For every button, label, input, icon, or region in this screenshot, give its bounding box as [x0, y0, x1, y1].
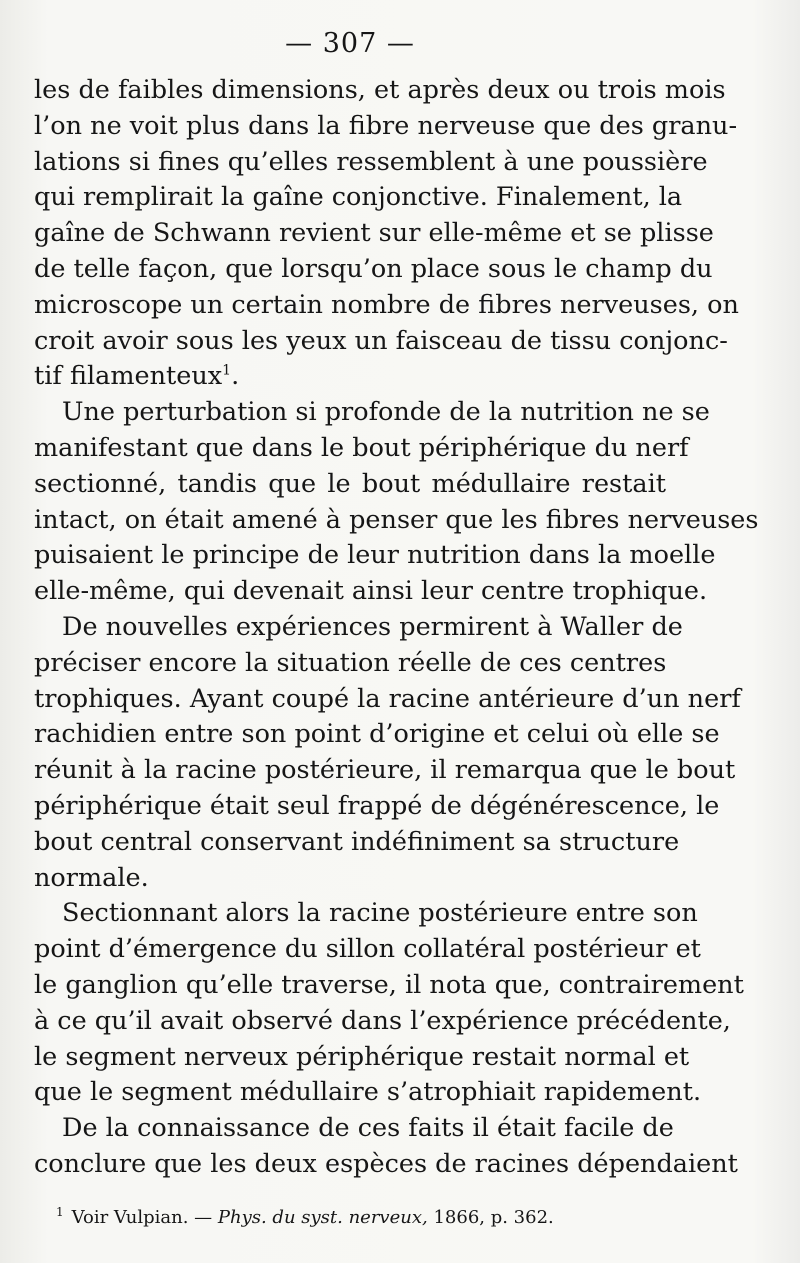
footnote-reference[interactable]: 1 [222, 362, 232, 379]
text-line: gaîne de Schwann revient sur elle-même et se plisse [34, 218, 714, 249]
text-line: préciser encore la situation réelle de ces centres [34, 647, 667, 678]
text-line: rachidien entre son point d’origine et celui où elle se [34, 719, 720, 750]
text-line: microscope un certain nombre de fibres nerveuses, on [34, 289, 739, 320]
text-line: périphérique était seul frappé de dégénérescence, le [34, 790, 720, 821]
text-line: Sectionnant alors la racine postérieure entre son [62, 898, 698, 929]
text-line: de telle façon, que lorsqu’on place sous le champ du [34, 253, 713, 284]
text-line: l’on ne voit plus dans la fibre nerveuse que des granu- [34, 110, 738, 141]
text-line: bout central conservant indéfiniment sa structure [34, 826, 680, 857]
text-line: le segment nerveux périphérique restait normal et [34, 1041, 690, 1072]
text-line: elle-même, qui devenait ainsi leur centre trophique. [34, 576, 708, 607]
paragraph [34, 1111, 738, 1183]
text-line: que le segment médullaire s’atrophiait rapidement. [34, 1077, 702, 1108]
text-line: manifestant que dans le bout périphérique du nerf [34, 432, 689, 463]
text-line: les de faibles dimensions, et après deux ou trois mois [34, 75, 726, 105]
footnote-author: Voir Vulpian. — [71, 1207, 218, 1228]
footnote [56, 1205, 554, 1228]
paragraph [34, 73, 739, 395]
text-line: à ce qu’il avait observé dans l’expérience précédente, [34, 1005, 731, 1036]
text-line: qui remplirait la gaîne conjonctive. Finalement, la [34, 182, 683, 213]
text-line: le ganglion qu’elle traverse, il nota que, contrairement [34, 969, 744, 1000]
text-line: tif filamenteux [34, 361, 223, 392]
body-text [34, 73, 759, 1183]
text-line: normale. [34, 862, 149, 893]
footnote-mark: 1 [56, 1205, 64, 1219]
paragraph [34, 610, 741, 896]
page-number: — 307 — [285, 28, 415, 59]
text-line: intact, on était amené à penser que les fibres nerveuses [34, 504, 759, 535]
text-line-with-footnote [34, 359, 666, 395]
paragraph [34, 395, 759, 610]
footnote-title: Phys. du syst. nerveux, [217, 1207, 428, 1228]
text-line: sectionné, tandis que le bout médullaire restait [34, 468, 666, 499]
paragraph [34, 896, 744, 1111]
text-line: trophiques. Ayant coupé la racine antérieure d’un nerf [34, 683, 741, 714]
text-line: réunit à la racine postérieure, il remarqua que le bout [34, 755, 736, 786]
footnote-rest: 1866, p. 362. [427, 1207, 554, 1228]
text-line: puisaient le principe de leur nutrition dans la moelle [34, 540, 716, 571]
text-line: Une perturbation si profonde de la nutrition ne se [62, 397, 710, 428]
line-tail: . [231, 361, 240, 392]
text-line: conclure que les deux espèces de racines dépendaient [34, 1148, 738, 1179]
text-line: point d’émergence du sillon collatéral postérieur et [34, 934, 701, 965]
text-line: De la connaissance de ces faits il était facile de [62, 1113, 674, 1144]
text-line: croit avoir sous les yeux un faisceau de tissu conjonc- [34, 325, 728, 356]
text-line: lations si fines qu’elles ressemblent à une poussière [34, 146, 708, 177]
text-line: De nouvelles expériences permirent à Waller de [62, 611, 683, 642]
